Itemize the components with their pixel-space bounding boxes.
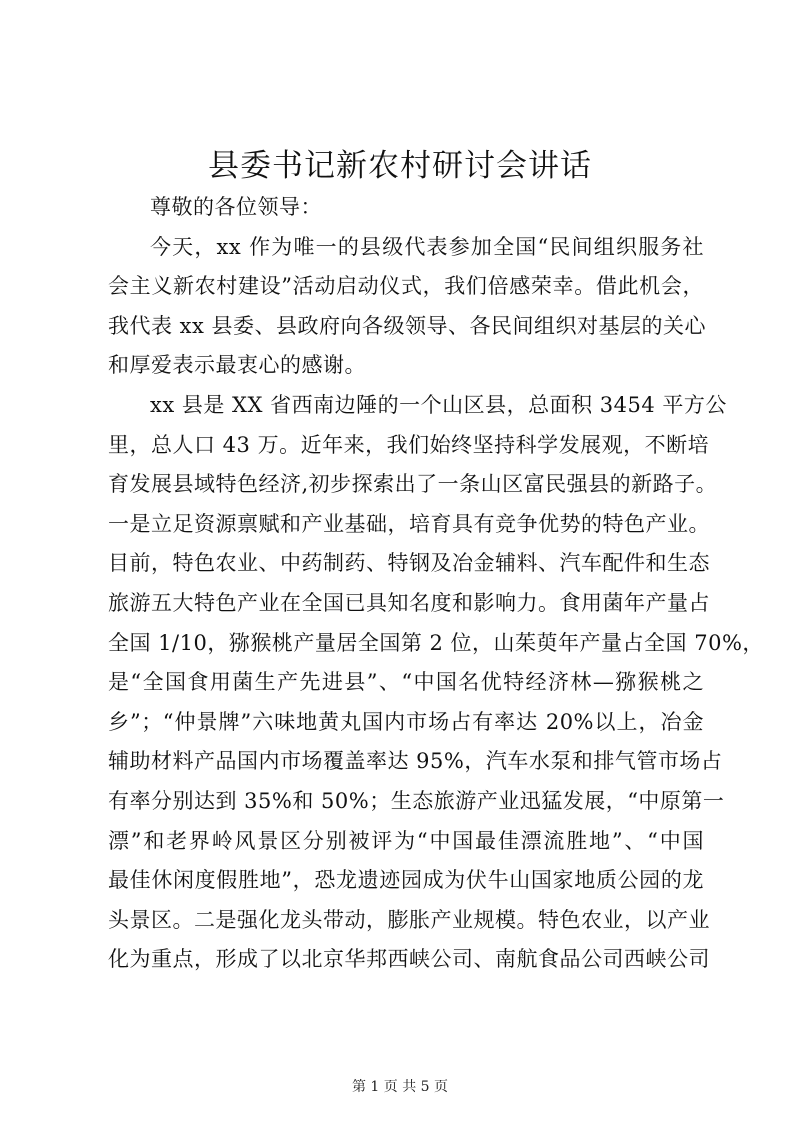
- paragraph-line: 育发展县域特色经济,初步探索出了一条山区富民强县的新路子。: [108, 472, 718, 497]
- paragraph-line: 我代表 xx 县委、县政府向各级领导、各民间组织对基层的关心: [108, 313, 707, 338]
- paragraph-line: 和厚爱表示最衷心的感谢。: [108, 353, 366, 378]
- paragraph-line: 乡”；“仲景牌”六味地黄丸国内市场占有率达 20%以上，冶金: [108, 709, 704, 734]
- document-title: 县委书记新农村研讨会讲话: [208, 148, 592, 184]
- paragraph-line: 最佳休闲度假胜地”，恐龙遗迹园成为伏牛山国家地质公园的龙: [108, 868, 704, 893]
- paragraph-line: 旅游五大特色产业在全国已具知名度和影响力。食用菌年产量占: [108, 590, 710, 615]
- paragraph-line: 一是立足资源禀赋和产业基础，培育具有竞争优势的特色产业。: [108, 511, 710, 536]
- page-number-footer: 第 1 页 共 5 页: [351, 1079, 449, 1095]
- paragraph-line: 漂”和老界岭风景区分别被评为“中国最佳漂流胜地”、“中国: [108, 828, 704, 853]
- paragraph-line: 是“全国食用菌生产先进县”、“中国名优特经济林—猕猴桃之: [108, 670, 704, 695]
- paragraph-line: 里，总人口 43 万。近年来，我们始终坚持科学发展观，不断培: [108, 432, 710, 457]
- salutation-line: 尊敬的各位领导：: [150, 195, 322, 219]
- paragraph-line: 头景区。二是强化龙头带动，膨胀产业规模。特色农业，以产业: [108, 907, 710, 932]
- paragraph-line: xx 县是 XX 省西南边陲的一个山区县，总面积 3454 平方公: [150, 392, 727, 417]
- document-body: [108, 188, 764, 980]
- paragraph-line: 目前，特色农业、中药制药、特钢及冶金辅料、汽车配件和生态: [108, 551, 710, 576]
- paragraph-line: 化为重点，形成了以北京华邦西峡公司、南航食品公司西峡公司: [108, 947, 710, 972]
- paragraph-line: 今天，xx 作为唯一的县级代表参加全国“民间组织服务社: [150, 234, 704, 259]
- paragraph-line: 辅助材料产品国内市场覆盖率达 95%，汽车水泵和排气管市场占: [108, 749, 723, 774]
- paragraph-line: 会主义新农村建设”活动启动仪式，我们倍感荣幸。借此机会，: [108, 274, 704, 299]
- paragraph-line: 有率分别达到 35%和 50%；生态旅游产业迅猛发展，“中原第一: [108, 788, 725, 813]
- paragraph-line: 全国 1/10，猕猴桃产量居全国第 2 位，山茱萸年产量占全国 70%，: [108, 630, 764, 655]
